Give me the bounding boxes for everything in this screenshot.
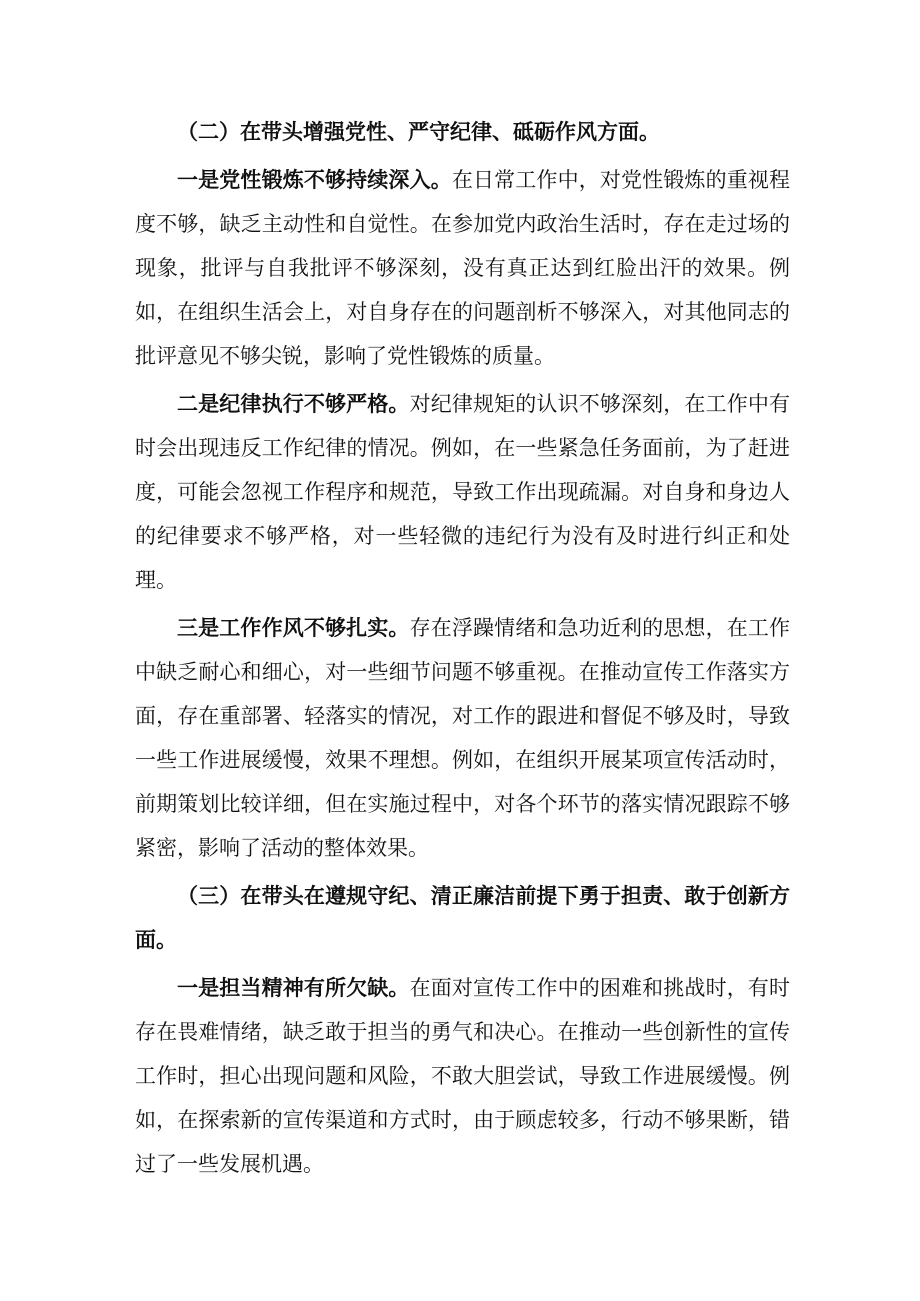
paragraph-text: 存在浮躁情绪和急功近利的思想，在工作中缺乏耐心和细心，对一些细节问题不够重视。在推动宣传工作落实方面，存在重部署、轻落实的情况，对工作的跟进和督促不够及时，导致一些工作进展缓慢，效果不理想。例如，在组织开展某项宣传活动时，前期策划比较详细，但在实施过程中，对各个环节的落实情况跟踪不够紧密，影响了活动的整体效果。 (135, 616, 791, 860)
paragraph-lead: 二是纪律执行不够严格。 (177, 391, 410, 416)
paragraph-text: 在面对宣传工作中的困难和挑战时，有时存在畏难情绪，缺乏敢于担当的勇气和决心。在推动一些创新性的宣传工作时，担心出现问题和风险，不敢大胆尝试，导致工作进展缓慢。例如，在探索新的宣传渠道和方式时，由于顾虑较多，行动不够果断，错过了一些发展机遇。 (135, 976, 791, 1176)
paragraph-text: 对纪律规矩的认识不够深刻，在工作中有时会出现违反工作纪律的情况。例如，在一些紧急任务面前，为了赶进度，可能会忽视工作程序和规范，导致工作出现疏漏。对自身和身边人的纪律要求不够严格，对一些轻微的违纪行为没有及时进行纠正和处理。 (135, 392, 791, 592)
paragraph-text: 在日常工作中，对党性锻炼的重视程度不够，缺乏主动性和自觉性。在参加党内政治生活时，存在走过场的现象，批评与自我批评不够深刻，没有真正达到红脸出汗的效果。例如，在组织生活会上，对自身存在的问题剖析不够深入，对其他同志的批评意见不够尖锐，影响了党性锻炼的质量。 (135, 168, 791, 368)
section-heading-2: （二）在带头增强党性、严守纪律、砥砺作风方面。 (177, 119, 660, 144)
paragraph-discipline (135, 382, 790, 602)
document-body (135, 110, 790, 1190)
paragraph-work-style (135, 606, 790, 870)
paragraph-lead: 一是担当精神有所欠缺。 (177, 975, 410, 1000)
paragraph-party-spirit (135, 158, 790, 378)
paragraph-lead: 三是工作作风不够扎实。 (177, 615, 410, 640)
paragraph-lead: 一是党性锻炼不够持续深入。 (177, 167, 452, 192)
paragraph-responsibility (135, 966, 790, 1186)
section-heading-3: （三）在带头在遵规守纪、清正廉洁前提下勇于担责、敢于创新方面。 (135, 883, 790, 952)
